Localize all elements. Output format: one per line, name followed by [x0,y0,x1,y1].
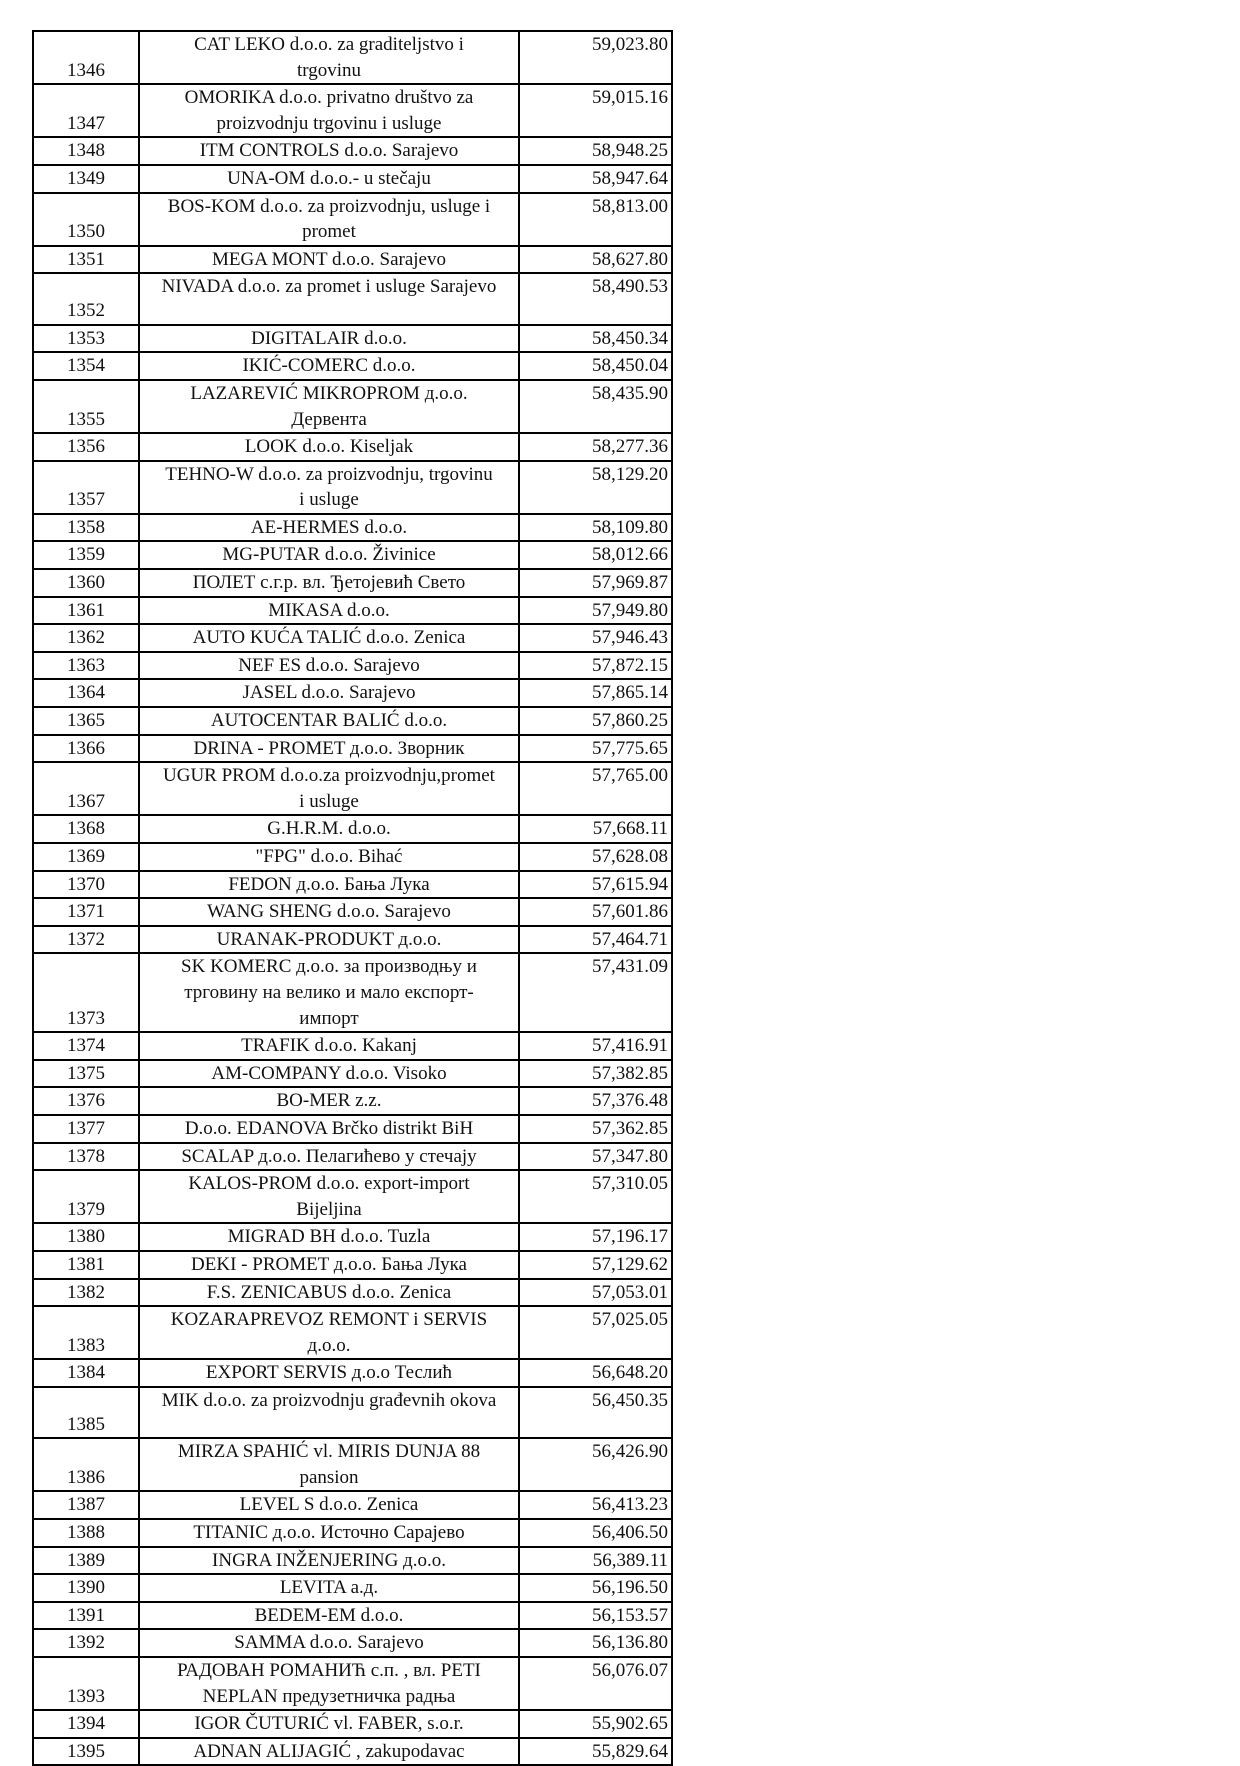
company-name [139,273,519,324]
company-name [139,541,519,569]
table-row [33,137,672,165]
amount: 56,406.50 [519,1519,672,1547]
company-name-line: Дервента [291,408,367,430]
amount: 58,435.90 [519,380,672,433]
amount: 59,023.80 [519,31,672,84]
row-number: 1379 [33,1170,139,1223]
company-name-line: CAT LEKO d.o.o. za graditeljstvo i [194,34,464,55]
company-name-line: LAZAREVIĆ MIKROPROM д.о.о. [190,382,468,404]
amount: 56,136.80 [519,1629,672,1657]
company-name [139,165,519,193]
company-name-line: FEDON д.о.о. Бања Лука [228,873,430,895]
table-row [33,1657,672,1710]
company-name [139,871,519,899]
company-name [139,84,519,137]
company-name-line: D.o.o. EDANOVA Brčko distrikt BiH [184,1117,474,1139]
company-name-line: MIGRAD BH d.o.o. Tuzla [227,1226,431,1248]
row-number: 1352 [33,273,139,324]
row-number: 1375 [33,1060,139,1088]
company-name [139,569,519,597]
row-number: 1361 [33,597,139,625]
row-number: 1367 [33,762,139,815]
amount: 57,860.25 [519,707,672,735]
company-name [139,597,519,625]
company-name-line: BO-MER z.z. [276,1090,382,1112]
row-number: 1346 [33,31,139,84]
company-name-line: SK KOMERC д.о.о. за производњу и [181,956,477,978]
table-row [33,762,672,815]
amount: 58,129.20 [519,461,672,514]
company-name [139,246,519,274]
table-row [33,193,672,246]
row-number: 1389 [33,1547,139,1575]
row-number: 1347 [33,84,139,137]
company-name [139,1657,519,1710]
table-row [33,1060,672,1088]
row-number: 1351 [33,246,139,274]
table-row [33,380,672,433]
company-name-line: pansion [299,1466,359,1488]
table-row [33,1602,672,1630]
company-name-line: LEVEL S d.o.o. Zenica [239,1494,419,1516]
amount: 57,025.05 [519,1306,672,1359]
company-name-line: KALOS-PROM d.o.o. export-import [188,1173,470,1195]
row-number: 1386 [33,1438,139,1491]
company-name [139,679,519,707]
company-name [139,1279,519,1307]
company-name [139,762,519,815]
row-number: 1372 [33,926,139,954]
table-row [33,461,672,514]
company-name-line: OMORIKA d.o.o. privatno društvo za [184,87,474,109]
amount: 56,389.11 [519,1547,672,1575]
row-number: 1376 [33,1087,139,1115]
company-name-line: MEGA MONT d.o.o. Sarajevo [212,248,446,270]
company-name-line: F.S. ZENICABUS d.o.o. Zenica [206,1281,452,1303]
company-name [139,1547,519,1575]
table-row [33,1359,672,1387]
table-row [33,541,672,569]
company-name [139,953,519,1032]
row-number: 1368 [33,815,139,843]
company-name [139,1223,519,1251]
table-row [33,1629,672,1657]
company-name [139,1710,519,1738]
amount: 57,865.14 [519,679,672,707]
amount: 57,416.91 [519,1032,672,1060]
amount: 57,196.17 [519,1223,672,1251]
row-number: 1358 [33,514,139,542]
company-name-line: LEVITA а.д. [279,1577,379,1599]
company-name [139,898,519,926]
row-number: 1377 [33,1115,139,1143]
table-row [33,1087,672,1115]
row-number: 1371 [33,898,139,926]
company-name-line: i usluge [299,489,359,511]
company-name [139,380,519,433]
company-name-line: BOS-KOM d.o.o. za proizvodnju, usluge i [167,195,491,217]
company-name-line: DIGITALAIR d.o.o. [251,327,407,349]
row-number: 1387 [33,1491,139,1519]
company-name [139,843,519,871]
company-name-line: IKIĆ-COMERC d.o.o. [242,355,416,377]
amount: 55,902.65 [519,1710,672,1738]
row-number: 1395 [33,1738,139,1766]
table-row [33,652,672,680]
row-number: 1348 [33,137,139,165]
row-number: 1378 [33,1143,139,1171]
company-name-line: G.H.R.M. d.o.o. [267,818,391,840]
amount: 55,829.64 [519,1738,672,1766]
amount: 57,053.01 [519,1279,672,1307]
company-name [139,1060,519,1088]
table-row [33,1738,672,1766]
amount: 57,362.85 [519,1115,672,1143]
row-number: 1388 [33,1519,139,1547]
table-row [33,953,672,1032]
table-row [33,597,672,625]
company-name-line: SCALAP д.о.о. Пелагићево у стечају [181,1145,477,1167]
company-name-line: BEDEM-EM d.o.o. [254,1604,404,1626]
company-name-line: DRINA - PROMET д.о.о. Зворник [193,737,465,759]
table-row [33,1519,672,1547]
company-name-line: i usluge [299,790,359,812]
row-number: 1354 [33,352,139,380]
company-name [139,325,519,353]
table-row [33,352,672,380]
company-name-line: TEHNO-W d.o.o. za proizvodnju, trgovinu [165,463,493,485]
company-amount-table [32,30,673,1766]
company-name-line: "FPG" d.o.o. Bihać [255,846,403,868]
row-number: 1359 [33,541,139,569]
amount: 58,450.04 [519,352,672,380]
company-name-line: Bijeljina [296,1198,362,1220]
table-row [33,1547,672,1575]
row-number: 1383 [33,1306,139,1359]
amount: 57,765.00 [519,762,672,815]
table-row [33,1438,672,1491]
row-number: 1384 [33,1359,139,1387]
company-name [139,1032,519,1060]
amount: 57,129.62 [519,1251,672,1279]
amount: 56,648.20 [519,1359,672,1387]
row-number: 1349 [33,165,139,193]
company-name [139,1602,519,1630]
company-name-line: UNA-OM d.o.o.- u stečaju [227,167,431,189]
amount: 58,813.00 [519,193,672,246]
amount: 58,012.66 [519,541,672,569]
row-number: 1363 [33,652,139,680]
company-name-line: IGOR ČUTURIĆ vl. FABER, s.o.r. [194,1713,464,1735]
row-number: 1366 [33,735,139,763]
row-number: 1370 [33,871,139,899]
table-row [33,569,672,597]
amount: 58,627.80 [519,246,672,274]
company-name [139,1143,519,1171]
row-number: 1365 [33,707,139,735]
amount: 59,015.16 [519,84,672,137]
amount: 56,413.23 [519,1491,672,1519]
company-name-line: TITANIC д.о.о. Источно Сарајево [193,1522,465,1544]
row-number: 1385 [33,1387,139,1438]
company-name [139,193,519,246]
table-row [33,165,672,193]
company-name-line: SAMMA d.o.o. Sarajevo [234,1632,424,1654]
company-name-line: AUTO KUĆA TALIĆ d.o.o. Zenica [192,627,466,649]
row-number: 1374 [33,1032,139,1060]
company-name-line: AM-COMPANY d.o.o. Visoko [211,1062,447,1084]
company-name-line: AE-HERMES d.o.o. [250,516,408,538]
amount: 57,464.71 [519,926,672,954]
company-name-line: TRAFIK d.o.o. Kakanj [241,1035,417,1057]
company-name [139,1251,519,1279]
company-name [139,1438,519,1491]
amount: 58,947.64 [519,165,672,193]
amount: 57,382.85 [519,1060,672,1088]
row-number: 1380 [33,1223,139,1251]
amount: 57,969.87 [519,569,672,597]
row-number: 1393 [33,1657,139,1710]
row-number: 1369 [33,843,139,871]
table-row [33,1574,672,1602]
company-name-line: JASEL d.o.o. Sarajevo [242,682,416,704]
table-row [33,246,672,274]
company-name [139,707,519,735]
company-name-line: NEPLAN предузетничка радња [202,1685,456,1707]
table-row [33,871,672,899]
row-number: 1350 [33,193,139,246]
amount: 57,376.48 [519,1087,672,1115]
table-row [33,843,672,871]
table-row [33,1143,672,1171]
table-row [33,624,672,652]
company-name [139,1115,519,1143]
table-row [33,1115,672,1143]
company-name-line: INGRA INŽENJERING д.о.о. [212,1549,446,1571]
table-row [33,926,672,954]
amount: 58,109.80 [519,514,672,542]
company-name [139,137,519,165]
company-name-line: proizvodnju trgovinu i usluge [216,112,442,134]
table-row [33,1491,672,1519]
company-name [139,735,519,763]
amount: 57,347.80 [519,1143,672,1171]
row-number: 1364 [33,679,139,707]
amount: 57,775.65 [519,735,672,763]
company-name [139,1574,519,1602]
table-row [33,898,672,926]
company-name-line: UGUR PROM d.o.o.za proizvodnju,promet [163,765,495,787]
amount: 57,949.80 [519,597,672,625]
table-row [33,1306,672,1359]
row-number: 1381 [33,1251,139,1279]
row-number: 1356 [33,433,139,461]
table-row [33,514,672,542]
company-name [139,461,519,514]
company-name-line: NIVADA d.o.o. za promet i usluge Sarajevo [161,276,497,298]
table-row [33,84,672,137]
company-name-line: РАДОВАН РОМАНИЋ с.п. , вл. PETI [177,1660,481,1682]
company-name [139,1519,519,1547]
company-name-line: EXPORT SERVIS д.о.о Теслић [205,1362,453,1384]
company-name [139,1629,519,1657]
table-row [33,1251,672,1279]
row-number: 1362 [33,624,139,652]
table-row [33,273,672,324]
table-row [33,815,672,843]
company-name [139,514,519,542]
row-number: 1390 [33,1574,139,1602]
company-name [139,1738,519,1766]
amount: 57,310.05 [519,1170,672,1223]
row-number: 1373 [33,953,139,1032]
company-name [139,1306,519,1359]
company-name-line: ПОЛЕТ с.г.р. вл. Ђетојевић Свето [192,572,466,594]
table-row [33,1279,672,1307]
table-row [33,1387,672,1438]
company-name-line: д.о.о. [307,1334,351,1356]
amount: 58,490.53 [519,273,672,324]
amount: 58,450.34 [519,325,672,353]
row-number: 1382 [33,1279,139,1307]
row-number: 1360 [33,569,139,597]
table-row [33,31,672,84]
table-row [33,707,672,735]
company-name-line: trgovinu [296,59,362,81]
company-name [139,31,519,84]
table-row [33,1170,672,1223]
company-name [139,1491,519,1519]
amount: 57,615.94 [519,871,672,899]
amount: 57,872.15 [519,652,672,680]
table-row [33,1032,672,1060]
company-name-line: MIKASA d.o.o. [268,599,390,621]
row-number: 1353 [33,325,139,353]
company-name-line: трговину на велико и мало експорт- [184,981,474,1003]
company-name-line: ITM CONTROLS d.o.o. Sarajevo [199,140,459,162]
company-name-line: MIK d.o.o. za proizvodnju građevnih okova [161,1389,497,1411]
table-row [33,325,672,353]
company-name [139,433,519,461]
company-name-line: MG-PUTAR d.o.o. Živinice [222,544,436,566]
company-name [139,1087,519,1115]
table-row [33,1223,672,1251]
company-name [139,1170,519,1223]
company-name-line: импорт [299,1007,359,1029]
amount: 57,628.08 [519,843,672,871]
row-number: 1392 [33,1629,139,1657]
amount: 58,948.25 [519,137,672,165]
amount: 57,668.11 [519,815,672,843]
company-name [139,1387,519,1438]
row-number: 1357 [33,461,139,514]
company-name [139,352,519,380]
company-name-line: NEF ES d.o.o. Sarajevo [238,654,420,676]
table-row [33,433,672,461]
company-name [139,815,519,843]
table-body [33,31,672,1765]
company-name-line: MIRZA SPAHIĆ vl. MIRIS DUNJA 88 [177,1441,481,1463]
amount: 56,076.07 [519,1657,672,1710]
company-name [139,926,519,954]
company-name-line: URANAK-PRODUKT д.о.о. [216,928,442,950]
company-name [139,624,519,652]
company-name-line: DEKI - PROMET д.о.о. Бања Лука [191,1253,467,1275]
amount: 58,277.36 [519,433,672,461]
table-row [33,1710,672,1738]
amount: 56,153.57 [519,1602,672,1630]
company-name-line: KOZARAPREVOZ REMONT i SERVIS [170,1309,488,1331]
row-number: 1355 [33,380,139,433]
amount: 56,196.50 [519,1574,672,1602]
company-name-line: AUTOCENTAR BALIĆ d.o.o. [210,710,448,732]
company-name-line: promet [302,221,356,243]
row-number: 1394 [33,1710,139,1738]
company-name [139,1359,519,1387]
amount: 57,946.43 [519,624,672,652]
company-name-line: WANG SHENG d.o.o. Sarajevo [207,901,451,923]
company-name-line: ADNAN ALIJAGIĆ , zakupodavac [193,1740,465,1762]
amount: 57,431.09 [519,953,672,1032]
table-row [33,735,672,763]
amount: 56,426.90 [519,1438,672,1491]
company-name-line: LOOK d.o.o. Kiseljak [244,436,414,458]
company-name [139,652,519,680]
table-row [33,679,672,707]
amount: 57,601.86 [519,898,672,926]
amount: 56,450.35 [519,1387,672,1438]
row-number: 1391 [33,1602,139,1630]
